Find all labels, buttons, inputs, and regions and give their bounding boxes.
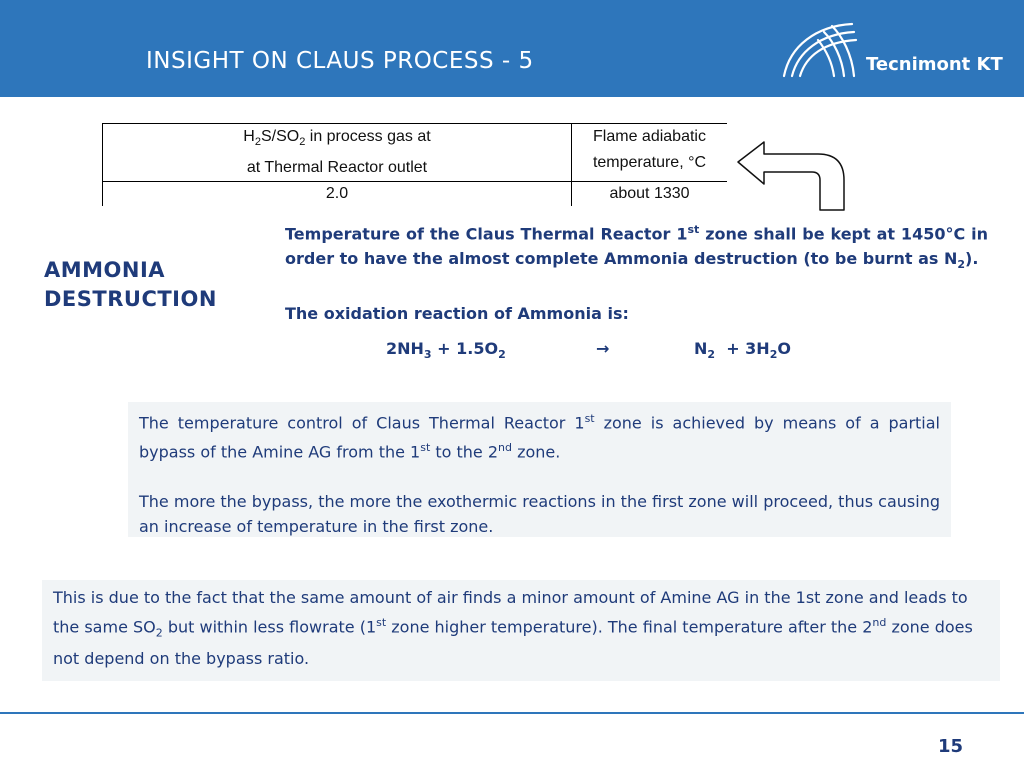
bypass-paragraph: The temperature control of Claus Thermal Reactor 1st zone is achieved by means of a partial bypass of the Amine AG from the 1st to the 2nd zone. bbox=[139, 412, 941, 462]
reaction-reactants: $2NH_3 + 1.5O_2$ bbox=[386, 339, 506, 362]
tecnimont-logo-icon bbox=[776, 18, 860, 80]
header-flame-temperature: Flame adiabatic temperature, °C bbox=[572, 124, 728, 182]
brand-name: Tecnimont KT bbox=[866, 54, 1003, 75]
left-arrow-icon bbox=[736, 140, 848, 212]
process-data-table bbox=[102, 123, 727, 206]
explanation-paragraph: This is due to the fact that the same amount of air finds a minor amount of Amine AG in the 1st zone and leads to the same $SO_2$ but within less flowrate (1st zone higher temperature). The final temperature after the 2nd zone does not depend on the bypass ratio. bbox=[53, 588, 973, 668]
ammonia-oxidation-equation bbox=[386, 339, 826, 364]
section-heading: AMMONIA DESTRUCTION bbox=[44, 258, 217, 311]
table-row bbox=[103, 182, 728, 207]
slide-title: INSIGHT ON CLAUS PROCESS - 5 bbox=[146, 48, 534, 74]
footer-divider bbox=[0, 712, 1024, 714]
header-h2s-so2-ratio: $H_2S/SO_2$ in process gas at at Thermal Reactor outlet bbox=[103, 124, 572, 182]
exothermic-paragraph: The more the bypass, the more the exothermic reactions in the first zone will proceed, thus causing an increase of temperature in the first zone. bbox=[139, 491, 940, 536]
reaction-arrow-icon: → bbox=[596, 339, 610, 358]
cell-ratio: 2.0 bbox=[103, 182, 572, 207]
temperature-control-box bbox=[128, 402, 951, 537]
oxidation-intro: The oxidation reaction of Ammonia is: bbox=[285, 303, 629, 323]
page-number: 15 bbox=[938, 736, 964, 757]
header-bar bbox=[0, 0, 1024, 97]
table-header-row bbox=[103, 124, 728, 182]
cell-temperature: about 1330 bbox=[609, 185, 690, 203]
thermal-reactor-paragraph: Temperature of the Claus Thermal Reactor 1st zone shall be kept at 1450°C in order to have the almost complete Ammonia destruction (to be burnt as $N_2$). bbox=[285, 223, 989, 272]
ammonia-description bbox=[285, 217, 988, 326]
explanation-box bbox=[42, 580, 1000, 681]
reaction-products: $N_2 + 3H_2O$ bbox=[694, 339, 791, 362]
